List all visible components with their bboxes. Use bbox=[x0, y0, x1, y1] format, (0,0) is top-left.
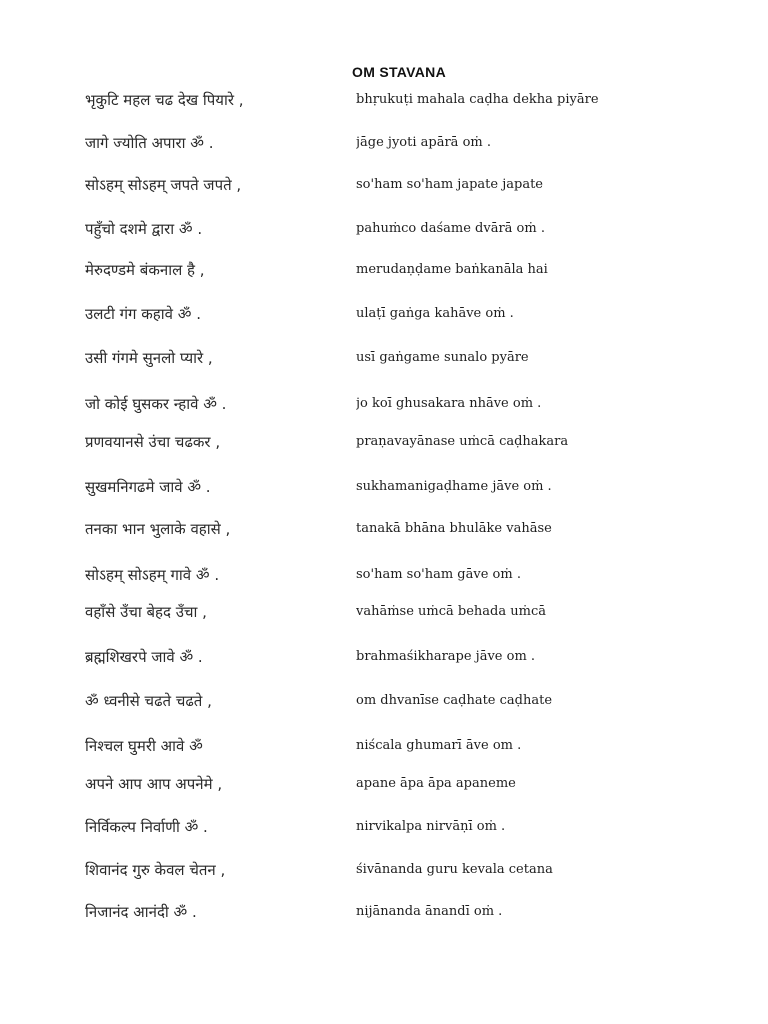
devanagari-text: वहाँसे उँचा बेहद उँचा , bbox=[85, 603, 207, 621]
transliteration-text: bhṛukuṭi mahala caḍha dekha piyāre bbox=[356, 92, 599, 107]
verse-line bbox=[0, 816, 768, 846]
verse-line bbox=[0, 476, 768, 506]
verse-line bbox=[0, 174, 768, 204]
transliteration-text: jāge jyoti apārā oṁ . bbox=[356, 135, 491, 150]
transliteration-text: jo koī ghusakara nhāve oṁ . bbox=[356, 396, 542, 411]
transliteration-text: apane āpa āpa apaneme bbox=[356, 776, 516, 791]
verse-line bbox=[0, 259, 768, 289]
transliteration-text: usī gaṅgame sunalo pyāre bbox=[356, 350, 529, 365]
devanagari-text: निजानंद आनंदी ॐ . bbox=[85, 903, 197, 921]
devanagari-text: सोऽहम् सोऽहम् गावे ॐ . bbox=[85, 566, 220, 584]
devanagari-text: सुखमनिगढमे जावे ॐ . bbox=[85, 478, 211, 496]
verse-line bbox=[0, 601, 768, 631]
verse-line bbox=[0, 132, 768, 162]
transliteration-text: śivānanda guru kevala cetana bbox=[356, 862, 553, 877]
transliteration-text: vahāṁse uṁcā behada uṁcā bbox=[356, 604, 546, 619]
devanagari-text: निर्विकल्प निर्वाणी ॐ . bbox=[85, 818, 208, 836]
transliteration-text: tanakā bhāna bhulāke vahāse bbox=[356, 521, 552, 536]
verse-line bbox=[0, 646, 768, 676]
devanagari-text: अपने आप आप अपनेमे , bbox=[85, 775, 223, 793]
devanagari-text: शिवानंद गुरु केवल चेतन , bbox=[85, 861, 226, 879]
devanagari-text: उलटी गंग कहावे ॐ . bbox=[85, 305, 201, 323]
devanagari-text: पहुँचो दशमे द्वारा ॐ . bbox=[85, 220, 203, 238]
transliteration-text: nirvikalpa nirvāṇī oṁ . bbox=[356, 819, 506, 834]
page-title: OM STAVANA bbox=[352, 64, 446, 80]
verse-line bbox=[0, 347, 768, 377]
verse-line bbox=[0, 859, 768, 889]
devanagari-text: तनका भान भुलाके वहासे , bbox=[85, 520, 231, 538]
devanagari-text: जागे ज्योति अपारा ॐ . bbox=[85, 134, 214, 152]
devanagari-text: प्रणवयानसे उंचा चढकर , bbox=[85, 433, 221, 451]
verse-line bbox=[0, 89, 768, 119]
transliteration-text: sukhamanigaḍhame jāve oṁ . bbox=[356, 479, 552, 494]
transliteration-text: om dhvanīse caḍhate caḍhate bbox=[356, 693, 553, 708]
devanagari-text: उसी गंगमे सुनलो प्यारे , bbox=[85, 349, 213, 367]
transliteration-text: pahuṁco daśame dvārā oṁ . bbox=[356, 221, 545, 236]
transliteration-text: brahmaśikharape jāve om . bbox=[356, 649, 536, 664]
verse-line bbox=[0, 690, 768, 720]
devanagari-text: मेरुदण्डमे बंकनाल है , bbox=[85, 261, 205, 279]
devanagari-text: भृकुटि महल चढ देख पियारे , bbox=[85, 91, 244, 109]
verse-line bbox=[0, 393, 768, 423]
devanagari-text: सोऽहम् सोऽहम् जपते जपते , bbox=[85, 176, 242, 194]
devanagari-text: ब्रह्मशिखरपे जावे ॐ . bbox=[85, 648, 203, 666]
verse-line bbox=[0, 218, 768, 248]
transliteration-text: niścala ghumarī āve om . bbox=[356, 738, 522, 753]
verse-line bbox=[0, 901, 768, 931]
verse-line bbox=[0, 735, 768, 765]
devanagari-text: ॐ ध्वनीसे चढते चढते , bbox=[85, 692, 212, 710]
transliteration-text: ulaṭī gaṅga kahāve oṁ . bbox=[356, 306, 514, 321]
transliteration-text: so'ham so'ham japate japate bbox=[356, 177, 543, 192]
transliteration-text: so'ham so'ham gāve oṁ . bbox=[356, 567, 521, 582]
verse-line bbox=[0, 431, 768, 461]
devanagari-text: निश्चल घुमरी आवे ॐ bbox=[85, 737, 203, 755]
verse-line bbox=[0, 303, 768, 333]
devanagari-text: जो कोई घुसकर न्हावे ॐ . bbox=[85, 395, 227, 413]
verse-line bbox=[0, 773, 768, 803]
transliteration-text: praṇavayānase uṁcā caḍhakara bbox=[356, 434, 569, 449]
transliteration-text: nijānanda ānandī oṁ . bbox=[356, 904, 503, 919]
transliteration-text: merudaṇḍame baṅkanāla hai bbox=[356, 262, 548, 277]
verse-line bbox=[0, 518, 768, 548]
verse-line bbox=[0, 564, 768, 594]
